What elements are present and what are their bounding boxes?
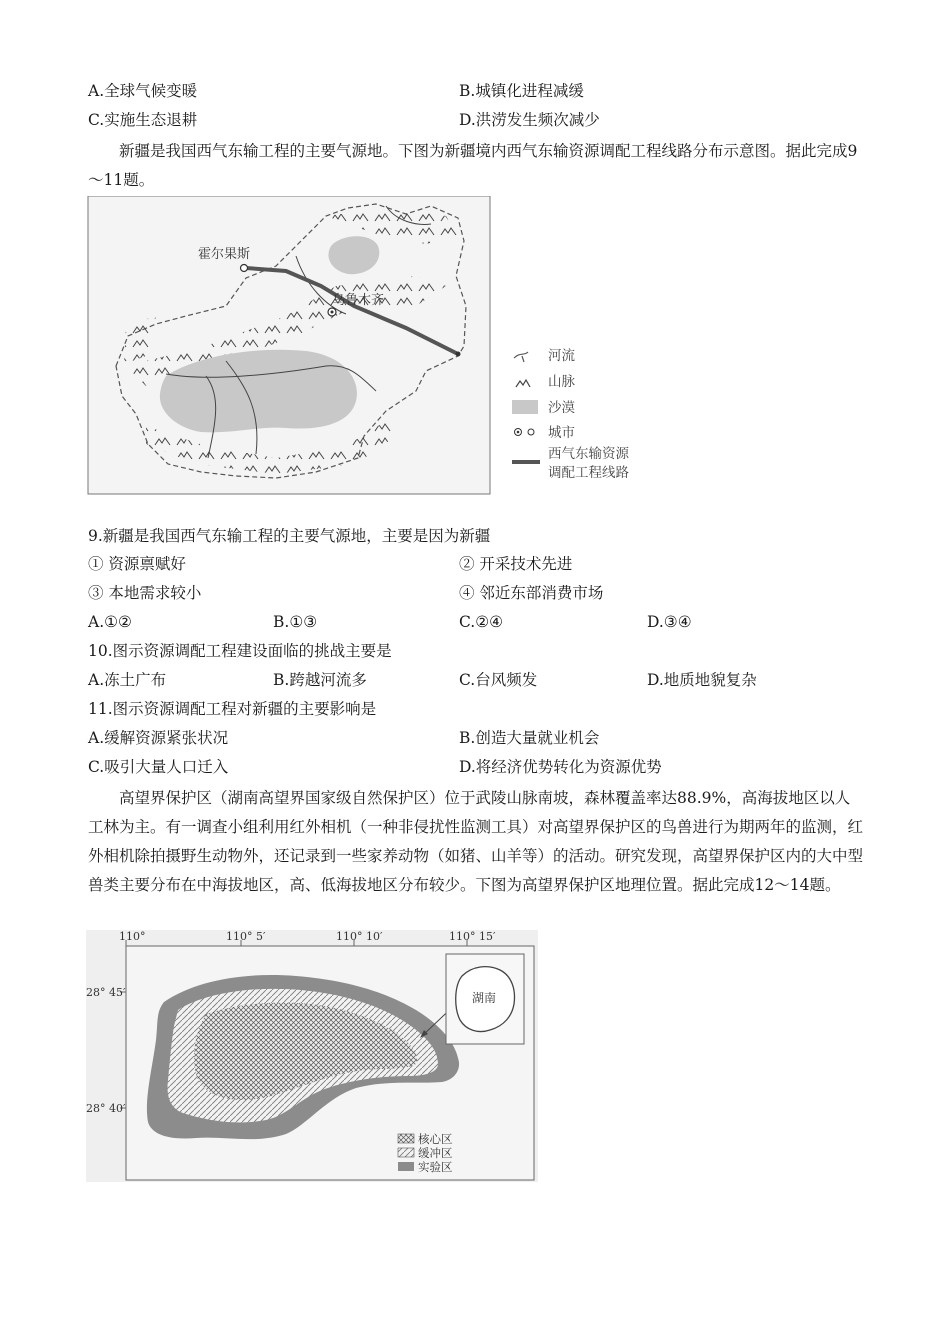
q11-option-b: B.创造大量就业机会 [459, 729, 600, 747]
legend-buffer-label: 缓冲区 [418, 1146, 453, 1160]
map2-legend [398, 1132, 453, 1174]
q10-option-c: C.台风频发 [459, 671, 538, 689]
q9-item-4: ④ 邻近东部消费市场 [459, 584, 604, 602]
huoerguosi-city-marker [241, 265, 248, 272]
legend-mountain-label: 山脉 [548, 374, 575, 390]
q9-option-c: C.②④ [459, 613, 504, 631]
lat-label-28-40: 28° 40′ [86, 1102, 126, 1115]
q9-item-1: ① 资源禀赋好 [88, 555, 186, 573]
lon-label-110-15: 110° 15′ [449, 930, 496, 943]
q8-option-a: A.全球气候变暖 [88, 82, 198, 100]
intro-paragraph-12-14 [88, 784, 864, 900]
intro-9-11-text: 新疆是我国西气东输工程的主要气源地。下图为新疆境内西气东输资源调配工程线路分布示意图。据此完成9～11题。 [88, 142, 858, 189]
q9-stem: 9.新疆是我国西气东输工程的主要气源地，主要是因为新疆 [88, 527, 491, 545]
q11-option-a: A.缓解资源紧张状况 [88, 729, 229, 747]
q8-option-b: B.城镇化进程减缓 [459, 82, 584, 100]
q11-option-c: C.吸引大量人口迁入 [88, 758, 229, 776]
q9-option-b: B.①③ [273, 613, 318, 631]
q10-option-b: B.跨越河流多 [273, 671, 367, 689]
q8-option-c: C.实施生态退耕 [88, 111, 198, 129]
q10-stem: 10.图示资源调配工程建设面临的挑战主要是 [88, 642, 392, 660]
lon-label-110-10: 110° 10′ [336, 930, 383, 943]
lon-label-110: 110° [119, 930, 146, 943]
q10-option-a: A.冻土广布 [88, 671, 167, 689]
intro-12-14-text: 高望界保护区（湖南高望界国家级自然保护区）位于武陵山脉南坡，森林覆盖率达88.9%，高海拔地区以人工林为主。有一调查小组利用红外相机（一种非侵扰性监测工具）对高望界保护区的鸟兽进行为期两年的监测，红外相机除拍摄野生动物外，还记录到一些家养动物（如猪、山羊等）的活动。研究发现，高望界保护区内的大中型兽类主要分布在中海拔地区，高、低海拔地区分布较少。下图为高望界保护区地理位置。据此完成12～14题。 [88, 789, 864, 894]
legend-desert-label: 沙漠 [548, 400, 575, 416]
q10-option-d: D.地质地貌复杂 [647, 671, 757, 689]
legend-city-label: 城市 [548, 425, 575, 441]
q9-option-d: D.③④ [647, 613, 692, 631]
lon-label-110-5: 110° 5′ [226, 930, 266, 943]
q9-item-2: ② 开采技术先进 [459, 555, 573, 573]
legend-experimental-label: 实验区 [418, 1160, 453, 1174]
legend-river-icon [514, 352, 528, 362]
legend-city-icon [528, 429, 534, 435]
q9-item-3: ③ 本地需求较小 [88, 584, 202, 602]
pipeline-end-marker [456, 352, 461, 357]
legend-buffer-icon [398, 1148, 414, 1157]
map1-legend [512, 347, 629, 481]
intro-paragraph-9-11 [88, 137, 864, 195]
lat-label-28-45: 28° 45′ [86, 986, 126, 999]
legend-core-icon [398, 1134, 414, 1143]
legend-pipeline-label-2: 调配工程线路 [548, 465, 629, 481]
q11-option-d: D.将经济优势转化为资源优势 [459, 758, 662, 776]
legend-core-label: 核心区 [418, 1132, 453, 1146]
hunan-label: 湖南 [472, 991, 497, 1005]
gaowangjie-reserve-map [86, 930, 538, 1182]
legend-pipeline-label-1: 西气东输资源 [548, 446, 629, 462]
legend-experimental-icon [398, 1162, 414, 1171]
xinjiang-pipeline-map [86, 196, 656, 496]
legend-desert-icon [512, 400, 538, 414]
q9-option-a: A.①② [88, 613, 132, 631]
huoerguosi-label: 霍尔果斯 [198, 247, 251, 262]
q11-stem: 11.图示资源调配工程对新疆的主要影响是 [88, 700, 377, 718]
urumqi-label: 乌鲁木齐 [332, 293, 385, 308]
q8-option-d: D.洪涝发生频次减少 [459, 111, 600, 129]
legend-river-label: 河流 [548, 348, 575, 364]
legend-mountain-icon [516, 380, 530, 387]
